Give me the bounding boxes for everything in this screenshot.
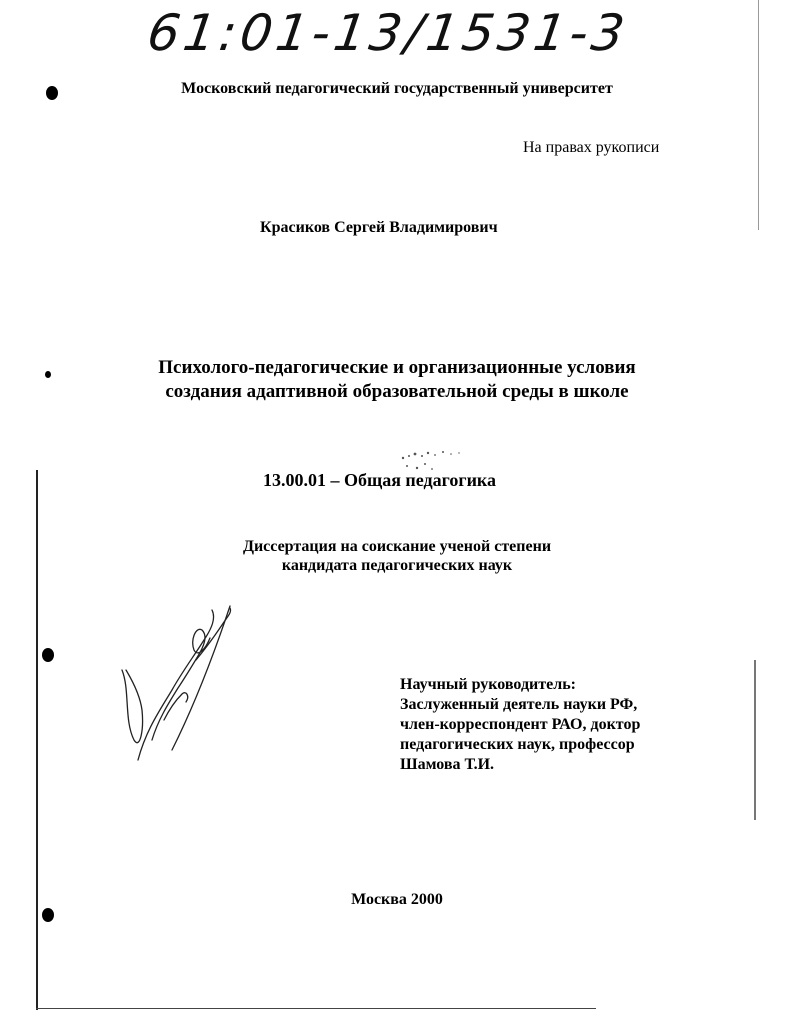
binder-hole-icon	[42, 908, 54, 922]
supervisor-title-line-1: Заслуженный деятель науки РФ,	[400, 696, 638, 713]
binder-hole-icon	[42, 648, 54, 662]
specialty-code: 13.00.01 – Общая педагогика	[263, 470, 497, 490]
supervisor-name: Шамова Т.И.	[400, 756, 495, 773]
dissertation-title-line-1: Психолого-педагогические и организационные условия	[158, 357, 636, 378]
registry-number-handwritten: 61:01-13/1531-3	[143, 4, 632, 62]
supervisor-label: Научный руководитель:	[400, 676, 576, 693]
bottom-margin-line	[36, 1008, 596, 1009]
right-margin-line	[754, 660, 756, 820]
dissertation-title-line-2: создания адаптивной образовательной среды в школе	[165, 381, 629, 402]
supervisor-title-line-3: педагогических наук, профессор	[400, 736, 635, 753]
supervisor-title-line-2: член-корреспондент РАО, доктор	[400, 716, 641, 733]
degree-statement-line-2: кандидата педагогических наук	[281, 557, 513, 574]
city-and-year: Москва 2000	[351, 891, 443, 908]
author-name: Красиков Сергей Владимирович	[260, 219, 498, 236]
university-name: Московский педагогический государственный университет	[181, 80, 613, 97]
manuscript-rights-note: На правах рукописи	[523, 139, 660, 156]
degree-statement-line-1: Диссертация на соискание ученой степени	[242, 538, 552, 555]
handwritten-signature-icon	[112, 600, 242, 770]
right-top-margin-line	[758, 0, 759, 230]
